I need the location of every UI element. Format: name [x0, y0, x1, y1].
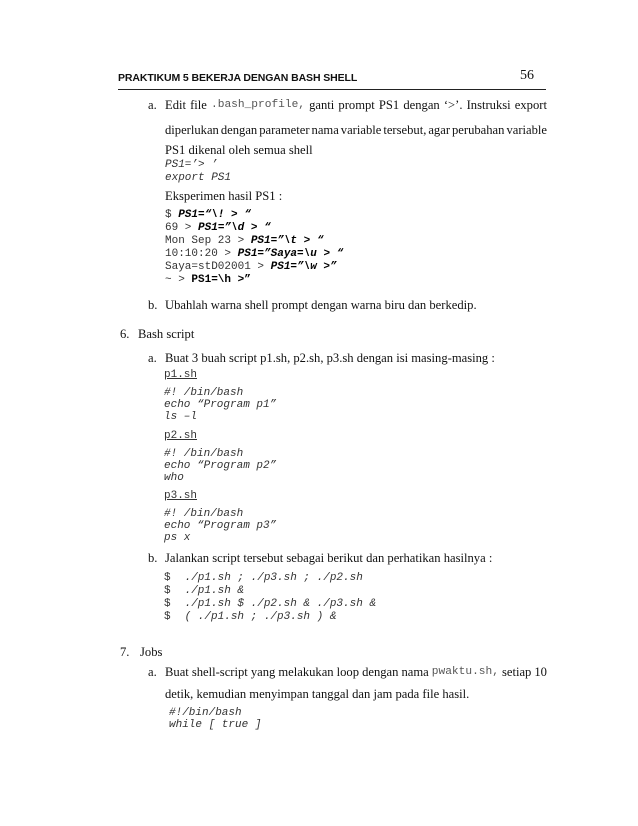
script-name-p1: p1.sh [164, 369, 198, 381]
word: export [514, 98, 547, 112]
prompt-text: Mon Sep 23 > [165, 235, 251, 247]
prompt-text: ~ > [165, 274, 192, 286]
command-text: ./p1.sh ; ./p3.sh ; ./p2.sh [184, 572, 363, 584]
prompt-text: $ [165, 209, 179, 221]
command-line [164, 598, 376, 611]
code-line: echo “Program p3” [164, 520, 277, 532]
item-b-marker: b. [148, 298, 158, 312]
script-name-p3: p3.sh [164, 490, 198, 502]
prompt-text: 10:10:20 > [165, 248, 238, 260]
word: prompt [338, 98, 375, 112]
section-6-number: 6. [120, 327, 130, 341]
word: 10 [534, 665, 547, 679]
item-a-line3: PS1 dikenal oleh semua shell [165, 143, 313, 157]
word: ganti [309, 98, 335, 112]
command-text: PS1=”Saya=\u > “ [237, 248, 344, 260]
experiment-line [165, 274, 251, 287]
word: tersebut, [383, 123, 427, 137]
prompt-symbol: $ [164, 585, 171, 597]
filename-inline: .bash_profile, [211, 99, 306, 111]
command-text: ./p1.sh & [184, 585, 245, 597]
experiment-line [165, 261, 337, 274]
code-line: echo “Program p2” [164, 460, 277, 472]
experiment-line [165, 222, 271, 235]
word: shell-script [191, 665, 248, 679]
word: Instruksi [466, 98, 511, 112]
prompt-text: 69 > [165, 222, 199, 234]
word: melakukan [278, 665, 334, 679]
header-rule [118, 89, 546, 90]
word: dengan [403, 98, 440, 112]
item-a-marker: a. [148, 98, 157, 112]
section-6-title: Bash script [138, 327, 195, 341]
code-line: while [ true ] [169, 719, 262, 731]
word: dengan [362, 665, 399, 679]
command-text: PS1=“\! > “ [178, 209, 251, 221]
command-text: ( ./p1.sh ; ./p3.sh ) & [184, 611, 337, 623]
section-6-b-marker: b. [148, 551, 158, 565]
code-line: #! /bin/bash [164, 448, 244, 460]
script-name-p2: p2.sh [164, 430, 198, 442]
code-line: #!/bin/bash [169, 707, 242, 719]
code-ps1: PS1=’> ’ [165, 159, 218, 171]
command-line [164, 585, 244, 598]
prompt-symbol: $ [164, 598, 171, 610]
word: perubahan [452, 123, 505, 137]
filename-inline: pwaktu.sh, [431, 666, 499, 678]
section-6-b-text: Jalankan script tersebut sebagai berikut dan perhatikan hasilnya : [165, 551, 493, 565]
code-line: ls –l [164, 411, 198, 423]
experiment-line [165, 248, 343, 261]
section-7-number: 7. [120, 645, 130, 659]
item-b-text: Ubahlah warna shell prompt dengan warna biru dan berkedip. [165, 298, 477, 312]
word: agar [428, 123, 451, 137]
word: file [190, 98, 207, 112]
code-line: #! /bin/bash [164, 508, 244, 520]
code-line: who [164, 472, 184, 484]
section-6-a-text: Buat 3 buah script p1.sh, p2.sh, p3.sh dengan isi masing-masing : [165, 351, 495, 365]
prompt-symbol: $ [164, 572, 171, 584]
section-7-title: Jobs [140, 645, 163, 659]
word: variable [340, 123, 382, 137]
code-export: export PS1 [165, 172, 232, 184]
page-number: 56 [520, 68, 534, 83]
section-7-a-line1 [165, 664, 547, 680]
word: yang [250, 665, 276, 679]
item-a-line2 [165, 122, 547, 138]
command-text: PS1=”\w >” [270, 261, 337, 273]
word: Edit [165, 98, 186, 112]
prompt-symbol: $ [164, 611, 171, 623]
word: ‘>’. [443, 98, 463, 112]
command-text: PS1=\h >” [191, 274, 251, 286]
word: Buat [165, 665, 189, 679]
word: variable [506, 123, 547, 137]
code-line: #! /bin/bash [164, 387, 244, 399]
command-text: PS1=”\t > “ [250, 235, 324, 247]
command-text: ./p1.sh $ ./p2.sh & ./p3.sh & [184, 598, 377, 610]
word: diperlukan [165, 123, 219, 137]
code-line: echo “Program p1” [164, 399, 277, 411]
experiment-line [165, 209, 251, 222]
word: dengan [220, 123, 258, 137]
code-line: ps x [164, 532, 191, 544]
prompt-text: Saya=stD02001 > [165, 261, 271, 273]
word: parameter [259, 123, 310, 137]
section-7-a-line2: detik, kemudian menyimpan tanggal dan jam pada file hasil. [165, 687, 470, 701]
word: PS1 [378, 98, 400, 112]
word: nama [311, 123, 339, 137]
word: loop [336, 665, 360, 679]
section-7-a-marker: a. [148, 665, 157, 679]
item-a-line1 [165, 97, 547, 113]
word: nama [401, 665, 429, 679]
section-6-a-marker: a. [148, 351, 157, 365]
command-line [164, 572, 363, 585]
experiment-line [165, 235, 323, 248]
experiment-label: Eksperimen hasil PS1 : [165, 189, 283, 203]
command-text: PS1=”\d > “ [198, 222, 271, 234]
command-line [164, 611, 336, 624]
word: setiap [501, 665, 532, 679]
running-header: PRAKTIKUM 5 BEKERJA DENGAN BASH SHELL [118, 72, 358, 84]
